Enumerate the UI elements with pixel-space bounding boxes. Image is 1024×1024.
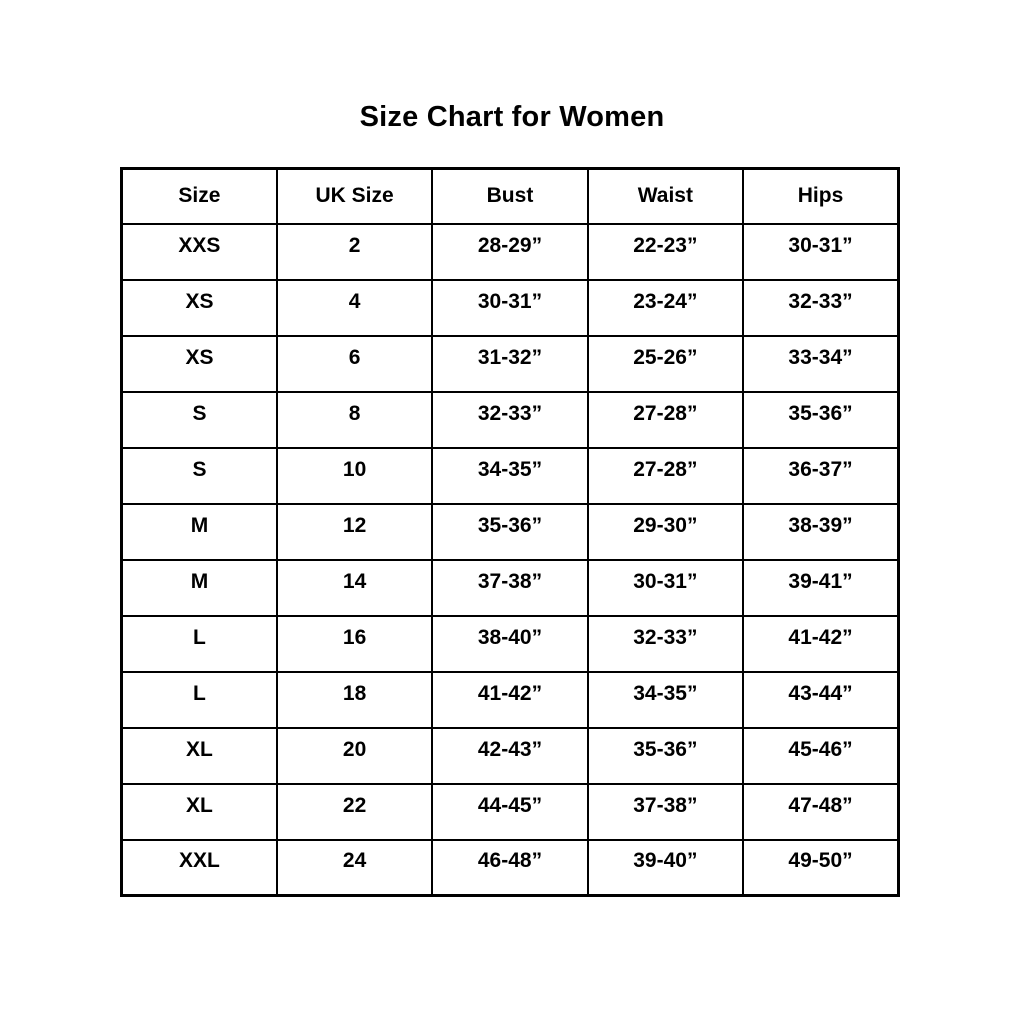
table-cell: 28-29” — [432, 224, 587, 280]
table-row — [122, 504, 899, 560]
table-row — [122, 840, 899, 896]
table-header-row — [122, 169, 899, 224]
table-cell: 38-39” — [743, 504, 898, 560]
table-cell: 39-40” — [588, 840, 743, 896]
table-cell: 35-36” — [588, 728, 743, 784]
table-cell: L — [122, 672, 277, 728]
column-header: UK Size — [277, 169, 432, 224]
table-cell: 30-31” — [743, 224, 898, 280]
table-cell: S — [122, 448, 277, 504]
table-cell: 27-28” — [588, 392, 743, 448]
table-cell: 31-32” — [432, 336, 587, 392]
table-cell: 22-23” — [588, 224, 743, 280]
column-header: Hips — [743, 169, 898, 224]
table-cell: 38-40” — [432, 616, 587, 672]
table-cell: 20 — [277, 728, 432, 784]
column-header: Size — [122, 169, 277, 224]
table-cell: M — [122, 560, 277, 616]
size-chart-table — [120, 167, 900, 897]
column-header: Bust — [432, 169, 587, 224]
table-cell: 23-24” — [588, 280, 743, 336]
table-cell: 37-38” — [432, 560, 587, 616]
table-cell: 18 — [277, 672, 432, 728]
table-cell: XL — [122, 784, 277, 840]
column-header: Waist — [588, 169, 743, 224]
table-cell: XL — [122, 728, 277, 784]
table-row — [122, 336, 899, 392]
table-cell: 12 — [277, 504, 432, 560]
table-body — [122, 224, 899, 896]
table-cell: 47-48” — [743, 784, 898, 840]
table-cell: 41-42” — [432, 672, 587, 728]
table-cell: 10 — [277, 448, 432, 504]
table-cell: L — [122, 616, 277, 672]
table-cell: 46-48” — [432, 840, 587, 896]
table-cell: XXS — [122, 224, 277, 280]
table-row — [122, 448, 899, 504]
table-cell: 34-35” — [588, 672, 743, 728]
table-cell: S — [122, 392, 277, 448]
table-cell: 36-37” — [743, 448, 898, 504]
table-row — [122, 728, 899, 784]
table-cell: 27-28” — [588, 448, 743, 504]
table-cell: 33-34” — [743, 336, 898, 392]
table-cell: 41-42” — [743, 616, 898, 672]
table-row — [122, 560, 899, 616]
table-cell: M — [122, 504, 277, 560]
table-head — [122, 169, 899, 224]
table-cell: 35-36” — [432, 504, 587, 560]
table-cell: 30-31” — [432, 280, 587, 336]
table-row — [122, 616, 899, 672]
table-cell: XXL — [122, 840, 277, 896]
table-row — [122, 224, 899, 280]
table-row — [122, 672, 899, 728]
table-cell: 24 — [277, 840, 432, 896]
table-cell: 8 — [277, 392, 432, 448]
table-cell: 32-33” — [743, 280, 898, 336]
table-row — [122, 784, 899, 840]
table-cell: 6 — [277, 336, 432, 392]
table-row — [122, 280, 899, 336]
table-cell: XS — [122, 280, 277, 336]
table-cell: 29-30” — [588, 504, 743, 560]
page-title: Size Chart for Women — [359, 101, 665, 133]
table-cell: 42-43” — [432, 728, 587, 784]
table-cell: 43-44” — [743, 672, 898, 728]
table-cell: 37-38” — [588, 784, 743, 840]
table-cell: 16 — [277, 616, 432, 672]
table-cell: 22 — [277, 784, 432, 840]
table-cell: 44-45” — [432, 784, 587, 840]
table-cell: 34-35” — [432, 448, 587, 504]
table-cell: 45-46” — [743, 728, 898, 784]
table-row — [122, 392, 899, 448]
table-cell: 2 — [277, 224, 432, 280]
table-cell: 32-33” — [432, 392, 587, 448]
table-cell: 39-41” — [743, 560, 898, 616]
table-cell: 35-36” — [743, 392, 898, 448]
table-cell: 32-33” — [588, 616, 743, 672]
table-cell: 4 — [277, 280, 432, 336]
table-cell: 14 — [277, 560, 432, 616]
table-cell: XS — [122, 336, 277, 392]
table-cell: 30-31” — [588, 560, 743, 616]
table-cell: 25-26” — [588, 336, 743, 392]
table-cell: 49-50” — [743, 840, 898, 896]
